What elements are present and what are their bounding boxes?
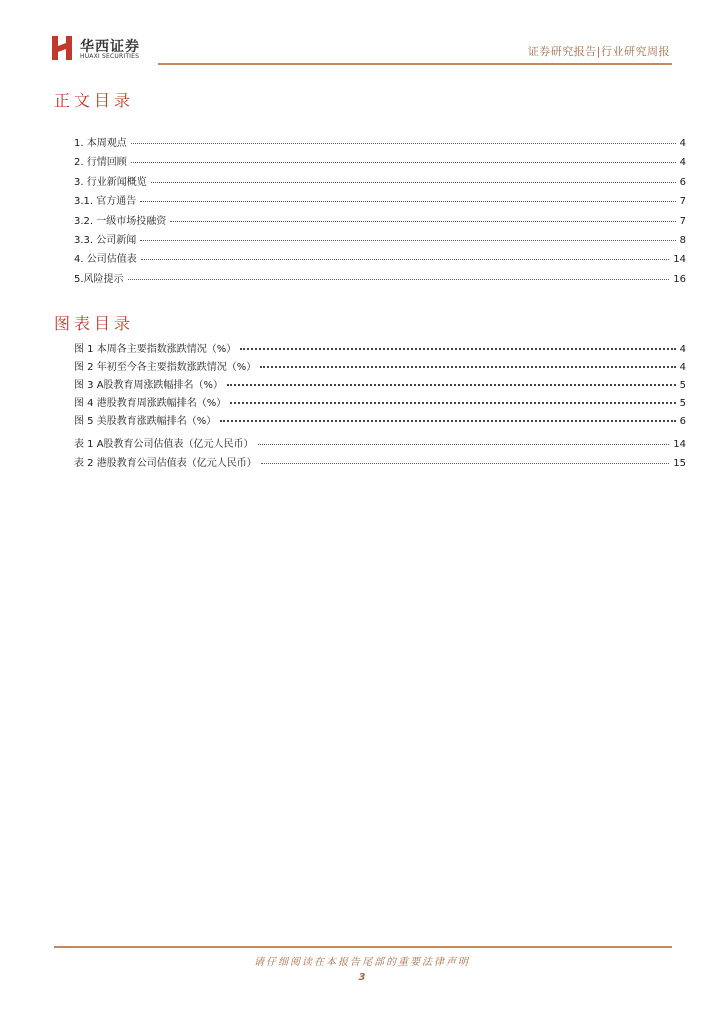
figure-item-page: 4 (679, 344, 686, 355)
toc-item[interactable] (74, 192, 686, 211)
figure-list (74, 340, 686, 430)
toc-item-label: 4. 公司估值表 (74, 254, 137, 266)
logo-text-cn: 华西证券 (80, 39, 140, 55)
table-item-label: 表 2 港股教育公司估值表（亿元人民币） (74, 458, 257, 469)
header-divider (158, 63, 672, 65)
leader-dots (260, 366, 675, 368)
toc-item[interactable] (74, 270, 686, 289)
toc-item-label: 3. 行业新闻概览 (74, 176, 147, 188)
leader-dots (261, 463, 670, 464)
figure-item-label: 图 3 A股教育周涨跌幅排名（%） (74, 380, 224, 391)
huaxi-logo-icon (52, 36, 74, 60)
toc-item-page: 4 (679, 157, 686, 169)
legal-notice: 请仔细阅读在本报告尾部的重要法律声明 (254, 957, 470, 968)
toc-item-label: 5.风险提示 (74, 273, 124, 285)
toc-item-page: 7 (679, 215, 686, 227)
figure-item-page: 6 (679, 416, 686, 427)
footer-divider (54, 946, 672, 948)
toc-item-label: 1. 本周观点 (74, 138, 127, 149)
figure-item-label: 图 5 美股教育涨跌幅排名（%） (74, 416, 217, 427)
toc-item[interactable] (74, 134, 686, 153)
leader-dots (240, 348, 675, 350)
leader-dots (140, 240, 675, 241)
toc-list (74, 134, 686, 289)
leader-dots (227, 384, 676, 386)
leader-dots (128, 279, 670, 280)
toc-item[interactable] (74, 231, 686, 250)
table-item-label: 表 1 A股教育公司估值表（亿元人民币） (74, 439, 254, 450)
figure-item-label: 图 4 港股教育周涨跌幅排名（%） (74, 398, 227, 409)
toc-item-page: 4 (679, 138, 686, 149)
figure-item[interactable] (74, 376, 686, 394)
toc-item-page: 6 (679, 176, 686, 188)
toc-item-page: 8 (679, 234, 686, 246)
leader-dots (141, 259, 670, 260)
leader-dots (151, 182, 676, 183)
table-item[interactable] (74, 435, 686, 454)
toc-item-label: 2. 行情回顾 (74, 157, 127, 169)
leader-dots (258, 444, 670, 445)
toc-item[interactable] (74, 173, 686, 192)
leader-dots (230, 402, 675, 404)
toc-item-page: 14 (673, 254, 686, 266)
toc-item-label: 3.3. 公司新闻 (74, 234, 137, 246)
figure-item[interactable] (74, 394, 686, 412)
table-item-page: 14 (673, 439, 686, 450)
page-header (0, 0, 724, 70)
toc-item-label: 3.1. 官方通告 (74, 196, 137, 208)
toc-item-page: 7 (679, 196, 686, 208)
toc-item[interactable] (74, 153, 686, 172)
figure-item-page: 5 (679, 398, 686, 409)
figure-item[interactable] (74, 358, 686, 376)
table-list (74, 435, 686, 473)
toc-item-label: 3.2. 一级市场投融资 (74, 215, 167, 227)
leader-dots (131, 162, 676, 163)
table-item-page: 15 (673, 458, 686, 469)
figure-item[interactable] (74, 340, 686, 358)
figure-item-page: 5 (679, 380, 686, 391)
report-type-label: 证券研究报告|行业研究周报 (527, 45, 670, 58)
table-item[interactable] (74, 454, 686, 473)
toc-item[interactable] (74, 250, 686, 269)
toc-title: 正文目录 (54, 91, 135, 110)
page-number: 3 (358, 972, 366, 983)
logo-text-en: HUAXI SECURITIES (80, 53, 140, 60)
toc-item[interactable] (74, 212, 686, 231)
figure-item[interactable] (74, 412, 686, 430)
figure-item-label: 图 2 年初至今各主要指数涨跌情况（%） (74, 362, 257, 373)
leader-dots (220, 420, 675, 422)
leader-dots (170, 221, 675, 222)
leader-dots (131, 143, 676, 144)
figure-item-page: 4 (679, 362, 686, 373)
leader-dots (140, 201, 675, 202)
figures-title: 图表目录 (54, 314, 135, 333)
toc-item-page: 16 (673, 273, 686, 285)
figure-item-label: 图 1 本周各主要指数涨跌情况（%） (74, 344, 237, 355)
